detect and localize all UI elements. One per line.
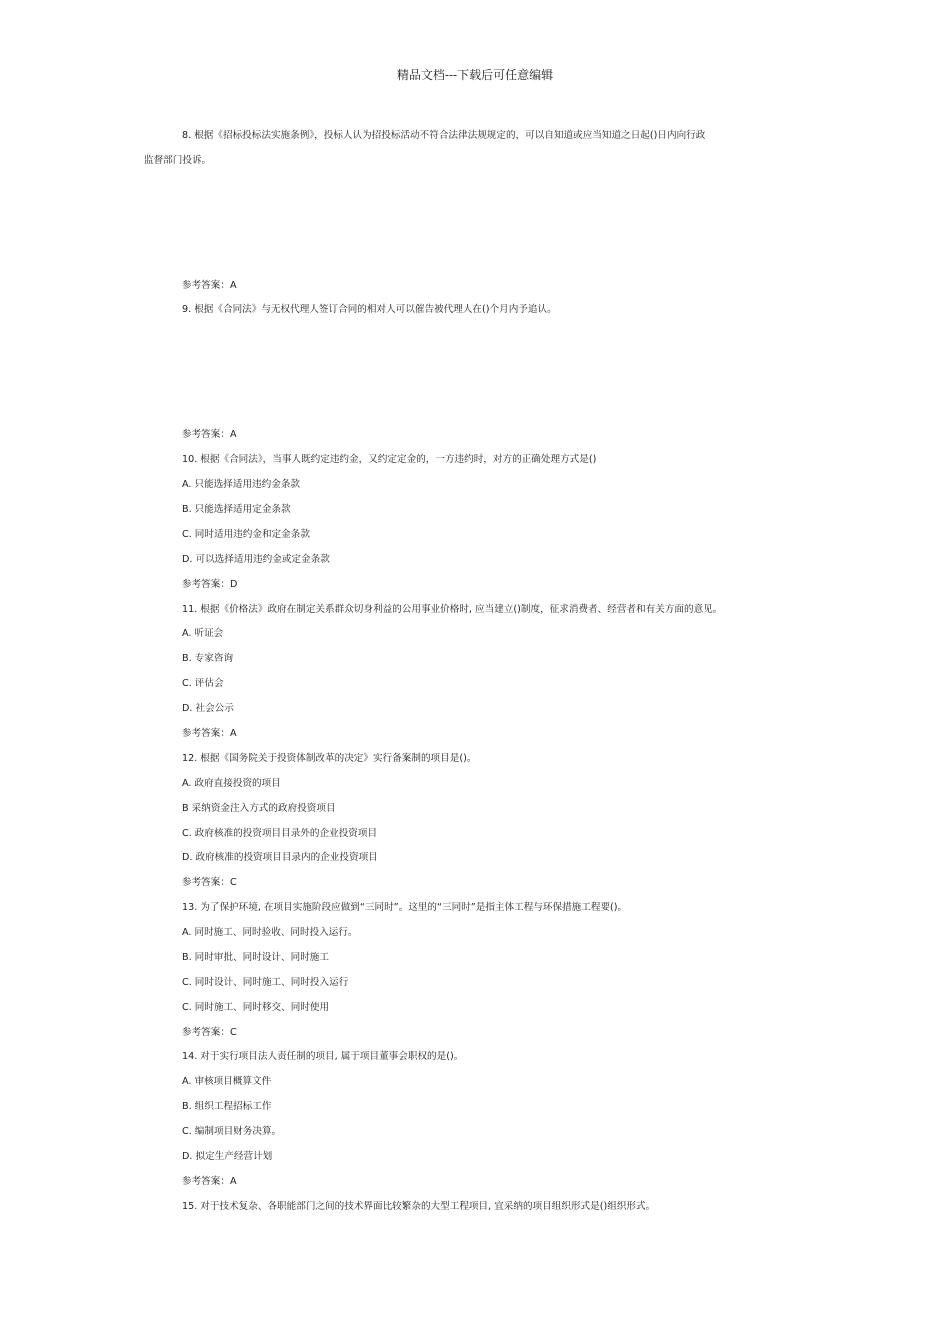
question-9-answer: 参考答案：A: [182, 429, 237, 440]
question-13-option-b: B. 同时审批、同时设计、同时施工: [182, 952, 329, 963]
question-11-option-b: B. 专家咨询: [182, 653, 234, 664]
question-9-text: 9. 根据《合同法》与无权代理人签订合同的相对人可以催告被代理人在()个月内予追认。: [182, 304, 557, 315]
question-10-option-b: B. 只能选择适用定金条款: [182, 504, 291, 515]
question-14-option-d: D. 拟定生产经营计划: [182, 1151, 273, 1162]
question-11-option-c: C. 评估会: [182, 678, 224, 689]
question-13-option-a: A. 同时施工、同时验收、同时投入运行。: [182, 927, 358, 938]
question-13-option-c: C. 同时设计、同时施工、同时投入运行: [182, 977, 349, 988]
question-11-option-d: D. 社会公示: [182, 703, 234, 714]
question-12-answer: 参考答案：C: [182, 877, 237, 888]
question-14-option-c: C. 编制项目财务决算。: [182, 1126, 282, 1137]
question-8-text-line2: 监督部门投诉。: [144, 155, 212, 166]
question-14-answer: 参考答案：A: [182, 1176, 237, 1187]
question-12-option-a: A. 政府直接投资的项目: [182, 778, 281, 789]
question-15-text: 15. 对于技术复杂、各职能部门之间的技术界面比较繁杂的大型工程项目, 宜采纳的项目组织形式是()组织形式。: [182, 1201, 656, 1212]
question-14-option-b: B. 组织工程招标工作: [182, 1101, 272, 1112]
question-13-text: 13. 为了保护环境, 在项目实施阶段应做到“三同时”。这里的“三同时”是指主体工程与环保措施工程要()。: [182, 902, 628, 913]
question-12-option-b: B 采纳资金注入方式的政府投资项目: [182, 803, 336, 814]
page-header: 精品文档---下载后可任意编辑: [396, 68, 554, 82]
question-12-option-c: C. 政府核准的投资项目目录外的企业投资项目: [182, 828, 378, 839]
question-10-option-a: A. 只能选择适用违约金条款: [182, 479, 301, 490]
question-11-option-a: A. 听证会: [182, 628, 224, 639]
question-12-text: 12. 根据《国务院关于投资体制改革的决定》实行备案制的项目是()。: [182, 753, 477, 764]
question-10-option-c: C. 同时适用违约金和定金条款: [182, 529, 310, 540]
question-10-text: 10. 根据《合同法》，当事人既约定违约金，又约定定金的，一方违约时，对方的正确处理方式是(): [182, 454, 597, 465]
question-13-answer: 参考答案：C: [182, 1027, 237, 1038]
question-12-option-d: D. 政府核准的投资项目目录内的企业投资项目: [182, 852, 378, 863]
question-8-answer: 参考答案：A: [182, 280, 237, 291]
question-14-text: 14. 对于实行项目法人责任制的项目, 属于项目董事会职权的是()。: [182, 1051, 464, 1062]
question-10-option-d: D. 可以选择适用违约金或定金条款: [182, 554, 330, 565]
question-11-text: 11. 根据《价格法》政府在制定关系群众切身利益的公用事业价格时, 应当建立()制度，征求消费者、经营者和有关方面的意见。: [182, 604, 723, 615]
question-14-option-a: A. 审核项目概算文件: [182, 1076, 272, 1087]
question-11-answer: 参考答案：A: [182, 728, 237, 739]
question-10-answer: 参考答案：D: [182, 579, 238, 590]
question-13-option-d: C. 同时施工、同时移交、同时使用: [182, 1002, 330, 1013]
question-8-text-line1: 8. 根据《招标投标法实施条例》，投标人认为招投标活动不符合法律法规规定的，可以自知道或应当知道之日起()日内向行政: [182, 130, 706, 141]
